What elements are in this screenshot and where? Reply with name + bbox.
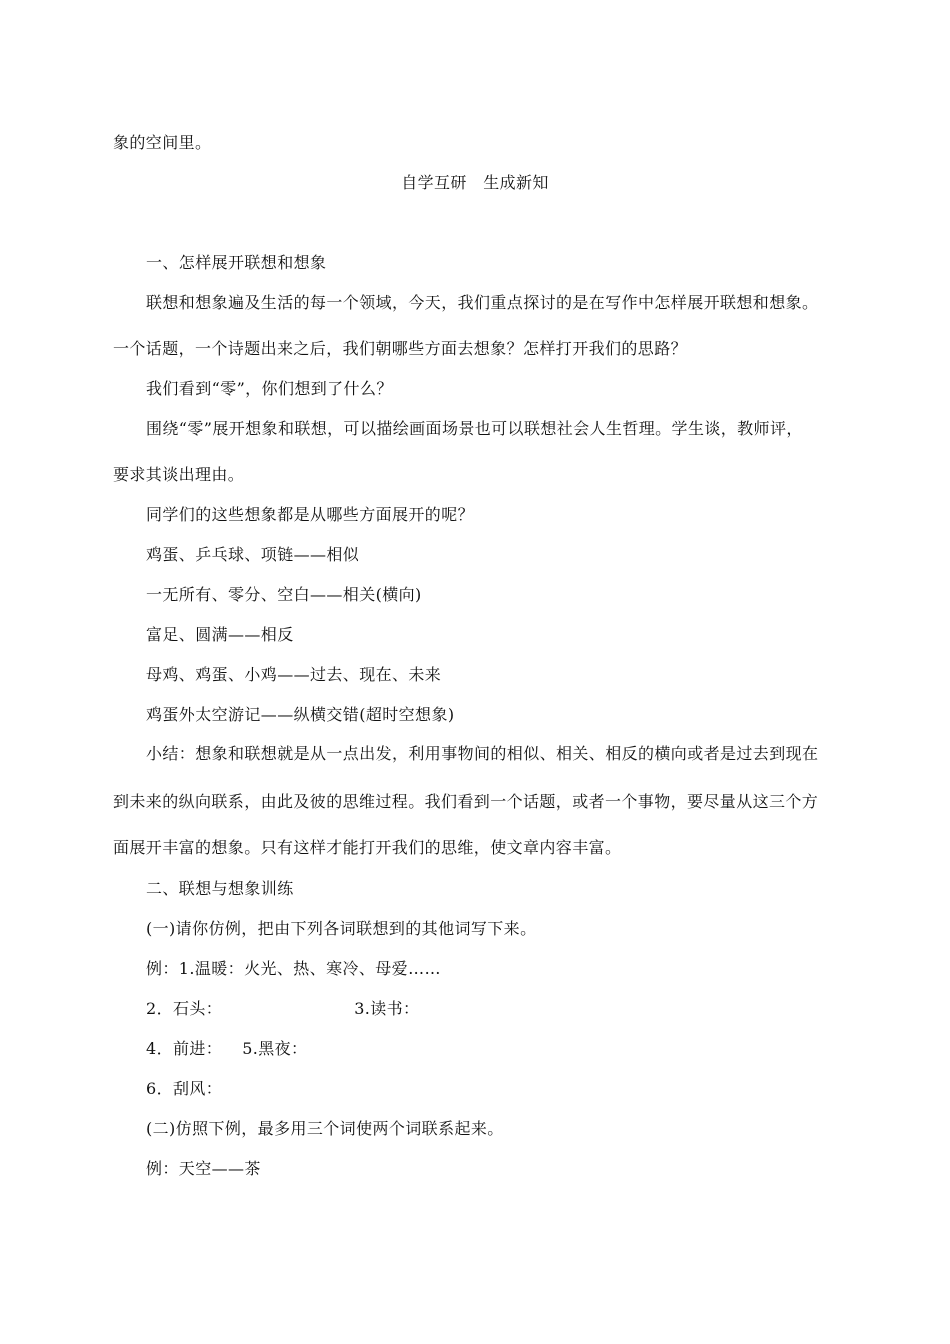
exercise-item-6: 6．刮风： [146,1079,223,1098]
summary-line-3: 面展开丰富的想象。只有这样才能打开我们的思维，使文章内容丰富。 [113,838,622,857]
exercise-item-5: 5.黑夜： [242,1039,308,1058]
paragraph-3-line-2: 要求其谈出理由。 [113,465,245,484]
paragraph-3-line-1: 围绕“零”展开想象和联想，可以描绘画面场景也可以联想社会人生哲理。学生谈，教师评， [146,419,803,438]
list-item: 一无所有、零分、空白——相关(横向) [146,585,422,604]
section-heading: 自学互研 生成新知 [401,173,549,192]
paragraph-4: 同学们的这些想象都是从哪些方面展开的呢？ [146,505,475,524]
heading-1: 一、怎样展开联想和想象 [146,253,327,272]
paragraph-1-line-2: 一个话题，一个诗题出来之后，我们朝哪些方面去想象？怎样打开我们的思路？ [113,339,688,358]
heading-2: 二、联想与想象训练 [146,879,294,898]
paragraph-1-line-1: 联想和想象遍及生活的每一个领域，今天，我们重点探讨的是在写作中怎样展开联想和想象。 [146,293,819,312]
exercise-item-3: 3.读书： [354,999,420,1018]
list-item: 鸡蛋外太空游记——纵横交错(超时空想象) [146,705,455,724]
exercise-row [146,1039,307,1059]
summary-line-2: 到未来的纵向联系，由此及彼的思维过程。我们看到一个话题，或者一个事物，要尽量从这三个方 [113,792,819,811]
exercise-item-2: 2．石头： [146,999,223,1018]
exercise-item-4: 4．前进： [146,1039,223,1058]
exercise-row [146,999,419,1019]
example-2: 例：天空——茶 [146,1159,261,1178]
summary-line-1: 小结：想象和联想就是从一点出发，利用事物间的相似、相关、相反的横向或者是过去到现在 [146,744,819,763]
intro-tail: 象的空间里。 [113,133,212,152]
task-1: (一)请你仿例，把由下列各词联想到的其他词写下来。 [146,919,537,938]
list-item: 富足、圆满——相反 [146,625,294,644]
example-1: 例：1.温暖：火光、热、寒冷、母爱…… [146,959,441,978]
task-2: (二)仿照下例，最多用三个词使两个词联系起来。 [146,1119,504,1138]
paragraph-2: 我们看到“零”，你们想到了什么？ [146,379,393,398]
list-item: 鸡蛋、乒乓球、项链——相似 [146,545,360,564]
list-item: 母鸡、鸡蛋、小鸡——过去、现在、未来 [146,665,442,684]
